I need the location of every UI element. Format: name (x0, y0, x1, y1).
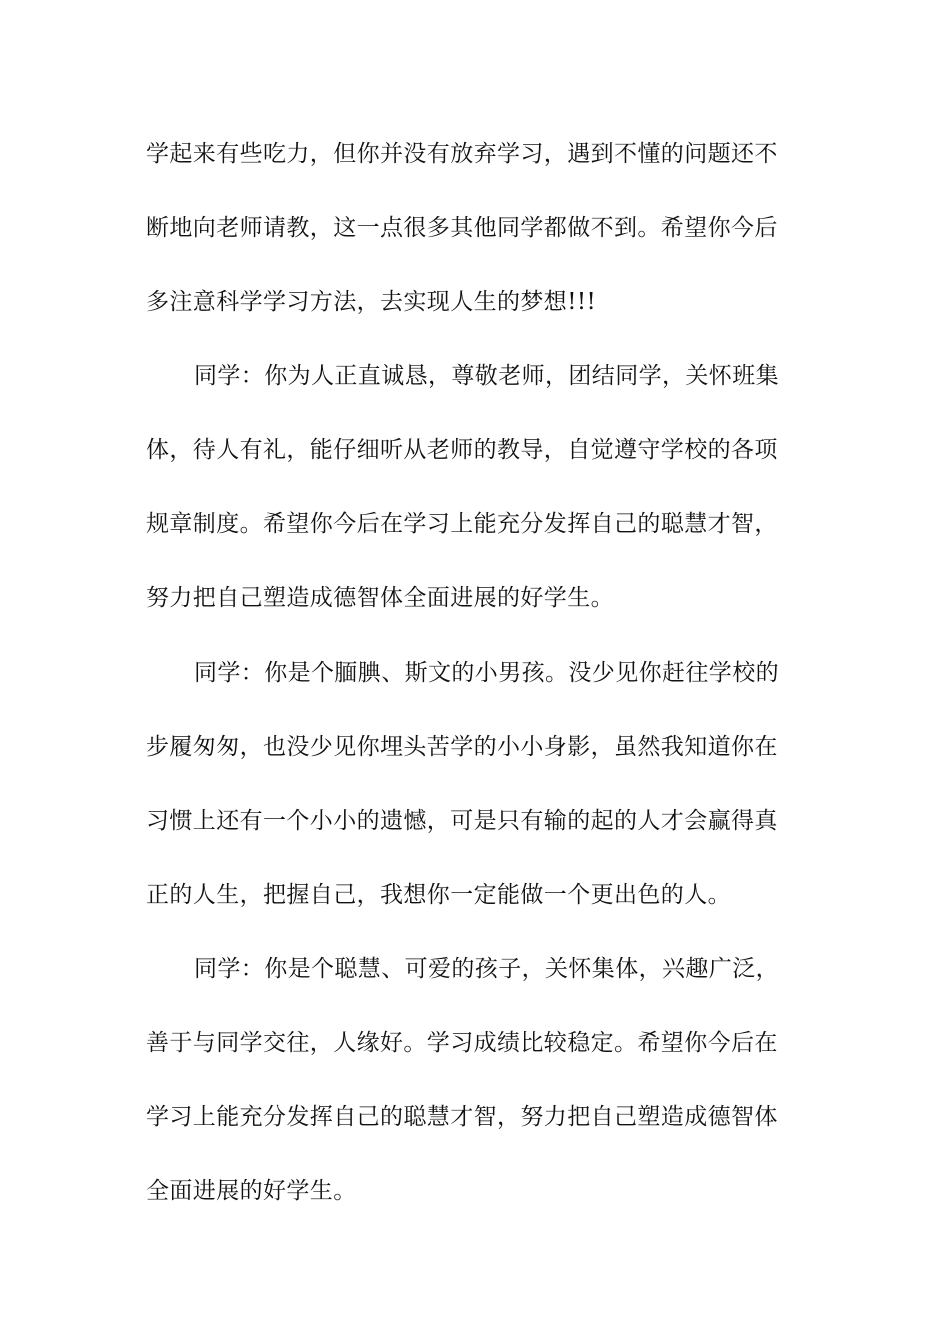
paragraph-1-line-3: 多注意科学学习方法，去实现人生的梦想!!! (146, 289, 597, 315)
paragraph-3-line-4: 正的人生，把握自己，我想你一定能做一个更出色的人。 (146, 882, 731, 908)
paragraph-4-line-3: 学习上能充分发挥自己的聪慧才智，努力把自己塑造成德智体 (146, 1104, 778, 1130)
paragraph-2-line-1: 同学：你为人正直诚恳，尊敬老师，团结同学，关怀班集 (194, 363, 779, 389)
paragraph-3-line-3: 习惯上还有一个小小的遗憾，可是只有输的起的人才会赢得真 (146, 808, 778, 834)
paragraph-3-line-1: 同学：你是个腼腆、斯文的小男孩。没少见你赶往学校的 (194, 660, 779, 686)
paragraph-1-line-2: 断地向老师请教，这一点很多其他同学都做不到。希望你今后 (146, 215, 778, 241)
paragraph-4-line-2: 善于与同学交往，人缘好。学习成绩比较稳定。希望你今后在 (146, 1030, 778, 1056)
paragraph-4-line-4: 全面进展的好学生。 (146, 1178, 357, 1204)
paragraph-1-line-1: 学起来有些吃力，但你并没有放弃学习，遇到不懂的问题还不 (146, 141, 778, 167)
paragraph-2-line-3: 规章制度。希望你今后在学习上能充分发挥自己的聪慧才智， (146, 511, 778, 537)
paragraph-2-line-2: 体，待人有礼，能仔细听从老师的教导，自觉遵守学校的各项 (146, 437, 778, 463)
paragraph-4-line-1: 同学：你是个聪慧、可爱的孩子，关怀集体，兴趣广泛， (194, 956, 779, 982)
paragraph-3-line-2: 步履匆匆，也没少见你埋头苦学的小小身影，虽然我知道你在 (146, 734, 778, 760)
paragraph-2-line-4: 努力把自己塑造成德智体全面进展的好学生。 (146, 585, 614, 611)
